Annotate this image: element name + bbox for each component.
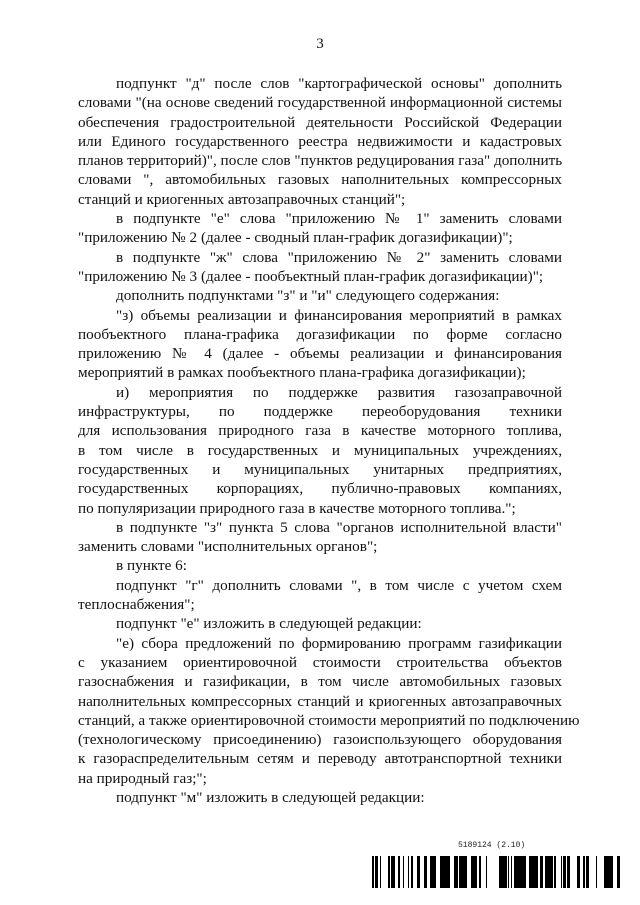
page-number: 3 (316, 36, 324, 52)
text-line: и) мероприятия по поддержке развития газозаправочной (116, 383, 562, 401)
text-line: "приложению № 2 (далее - сводный план-график догазификации)"; (78, 229, 513, 247)
text-line: станций и криогенных автозаправочных станций"; (78, 190, 406, 208)
text-line: подпункт "г" дополнить словами ", в том числе с учетом схем (116, 576, 562, 594)
text-line: наполнительных компрессорных станций и криогенных автозаправочных (78, 692, 562, 710)
text-line: словами "(на основе сведений государственной информационной системы (78, 94, 562, 112)
text-line: "приложению № 3 (далее - пообъектный план-график догазификации)"; (78, 267, 544, 285)
text-line: для использования природного газа в качестве моторного топлива, (78, 422, 562, 440)
document-code: 5189124 (2.10) (458, 841, 526, 850)
text-line: инфраструктуры, по поддержке переоборудования техники (78, 403, 562, 421)
text-line: газоснабжения и газификации, в том числе автомобильных газовых (78, 673, 562, 691)
text-line: или Единого государственного реестра недвижимости и кадастровых (78, 132, 562, 150)
text-line: с указанием ориентировочной стоимости строительства объектов (78, 653, 562, 671)
text-line: планов территорий)", после слов "пунктов редуцирования газа" дополнить (78, 152, 563, 170)
text-line: к газораспределительным сетям и переводу автотранспортной техники (78, 750, 562, 768)
document-body (78, 74, 580, 807)
text-line: в подпункте "ж" слова "приложению № 2" заменить словами (116, 248, 562, 266)
text-line: подпункт "м" изложить в следующей редакции: (116, 788, 425, 806)
text-line: в том числе в государственных и муниципальных учреждениях, (78, 441, 562, 459)
text-line: в подпункте "з" пункта 5 слова "органов исполнительной власти" (116, 518, 562, 536)
text-line: государственных и муниципальных унитарных предприятиях, (78, 460, 562, 478)
barcode-image (372, 856, 620, 888)
text-line: приложению № 4 (далее - объемы реализации и финансирования (78, 345, 562, 363)
text-line: в подпункте "е" слова "приложению № 1" заменить словами (116, 210, 562, 228)
text-line: заменить словами "исполнительных органов"; (78, 538, 378, 556)
text-line: мероприятий в рамках пообъектного плана-графика догазификации); (78, 364, 526, 382)
text-line: обеспечения градостроительной деятельности Российской Федерации (78, 113, 562, 131)
text-line: в пункте 6: (116, 557, 187, 575)
text-line: теплоснабжения"; (78, 596, 195, 614)
text-line: подпункт "е" изложить в следующей редакции: (116, 615, 422, 633)
text-line: подпункт "д" после слов "картографической основы" дополнить (116, 75, 562, 92)
text-line: государственных корпорациях, публично-правовых компаниях, (78, 480, 562, 498)
text-line: по популяризации природного газа в качестве моторного топлива."; (78, 499, 516, 517)
text-line: дополнить подпунктами "з" и "и" следующего содержания: (116, 287, 500, 305)
text-line: станций, а также ориентировочной стоимости мероприятий по подключению (78, 711, 580, 729)
text-line: "з) объемы реализации и финансирования мероприятий в рамках (116, 306, 562, 324)
text-line: словами ", автомобильных газовых наполнительных компрессорных (78, 171, 562, 189)
text-line: пообъектного плана-графика догазификации по форме согласно (78, 325, 562, 343)
text-line: на природный газ;"; (78, 769, 207, 787)
text-line: (технологическому присоединению) газоиспользующего оборудования (78, 731, 562, 749)
text-line: "е) сбора предложений по формированию программ газификации (116, 634, 562, 652)
